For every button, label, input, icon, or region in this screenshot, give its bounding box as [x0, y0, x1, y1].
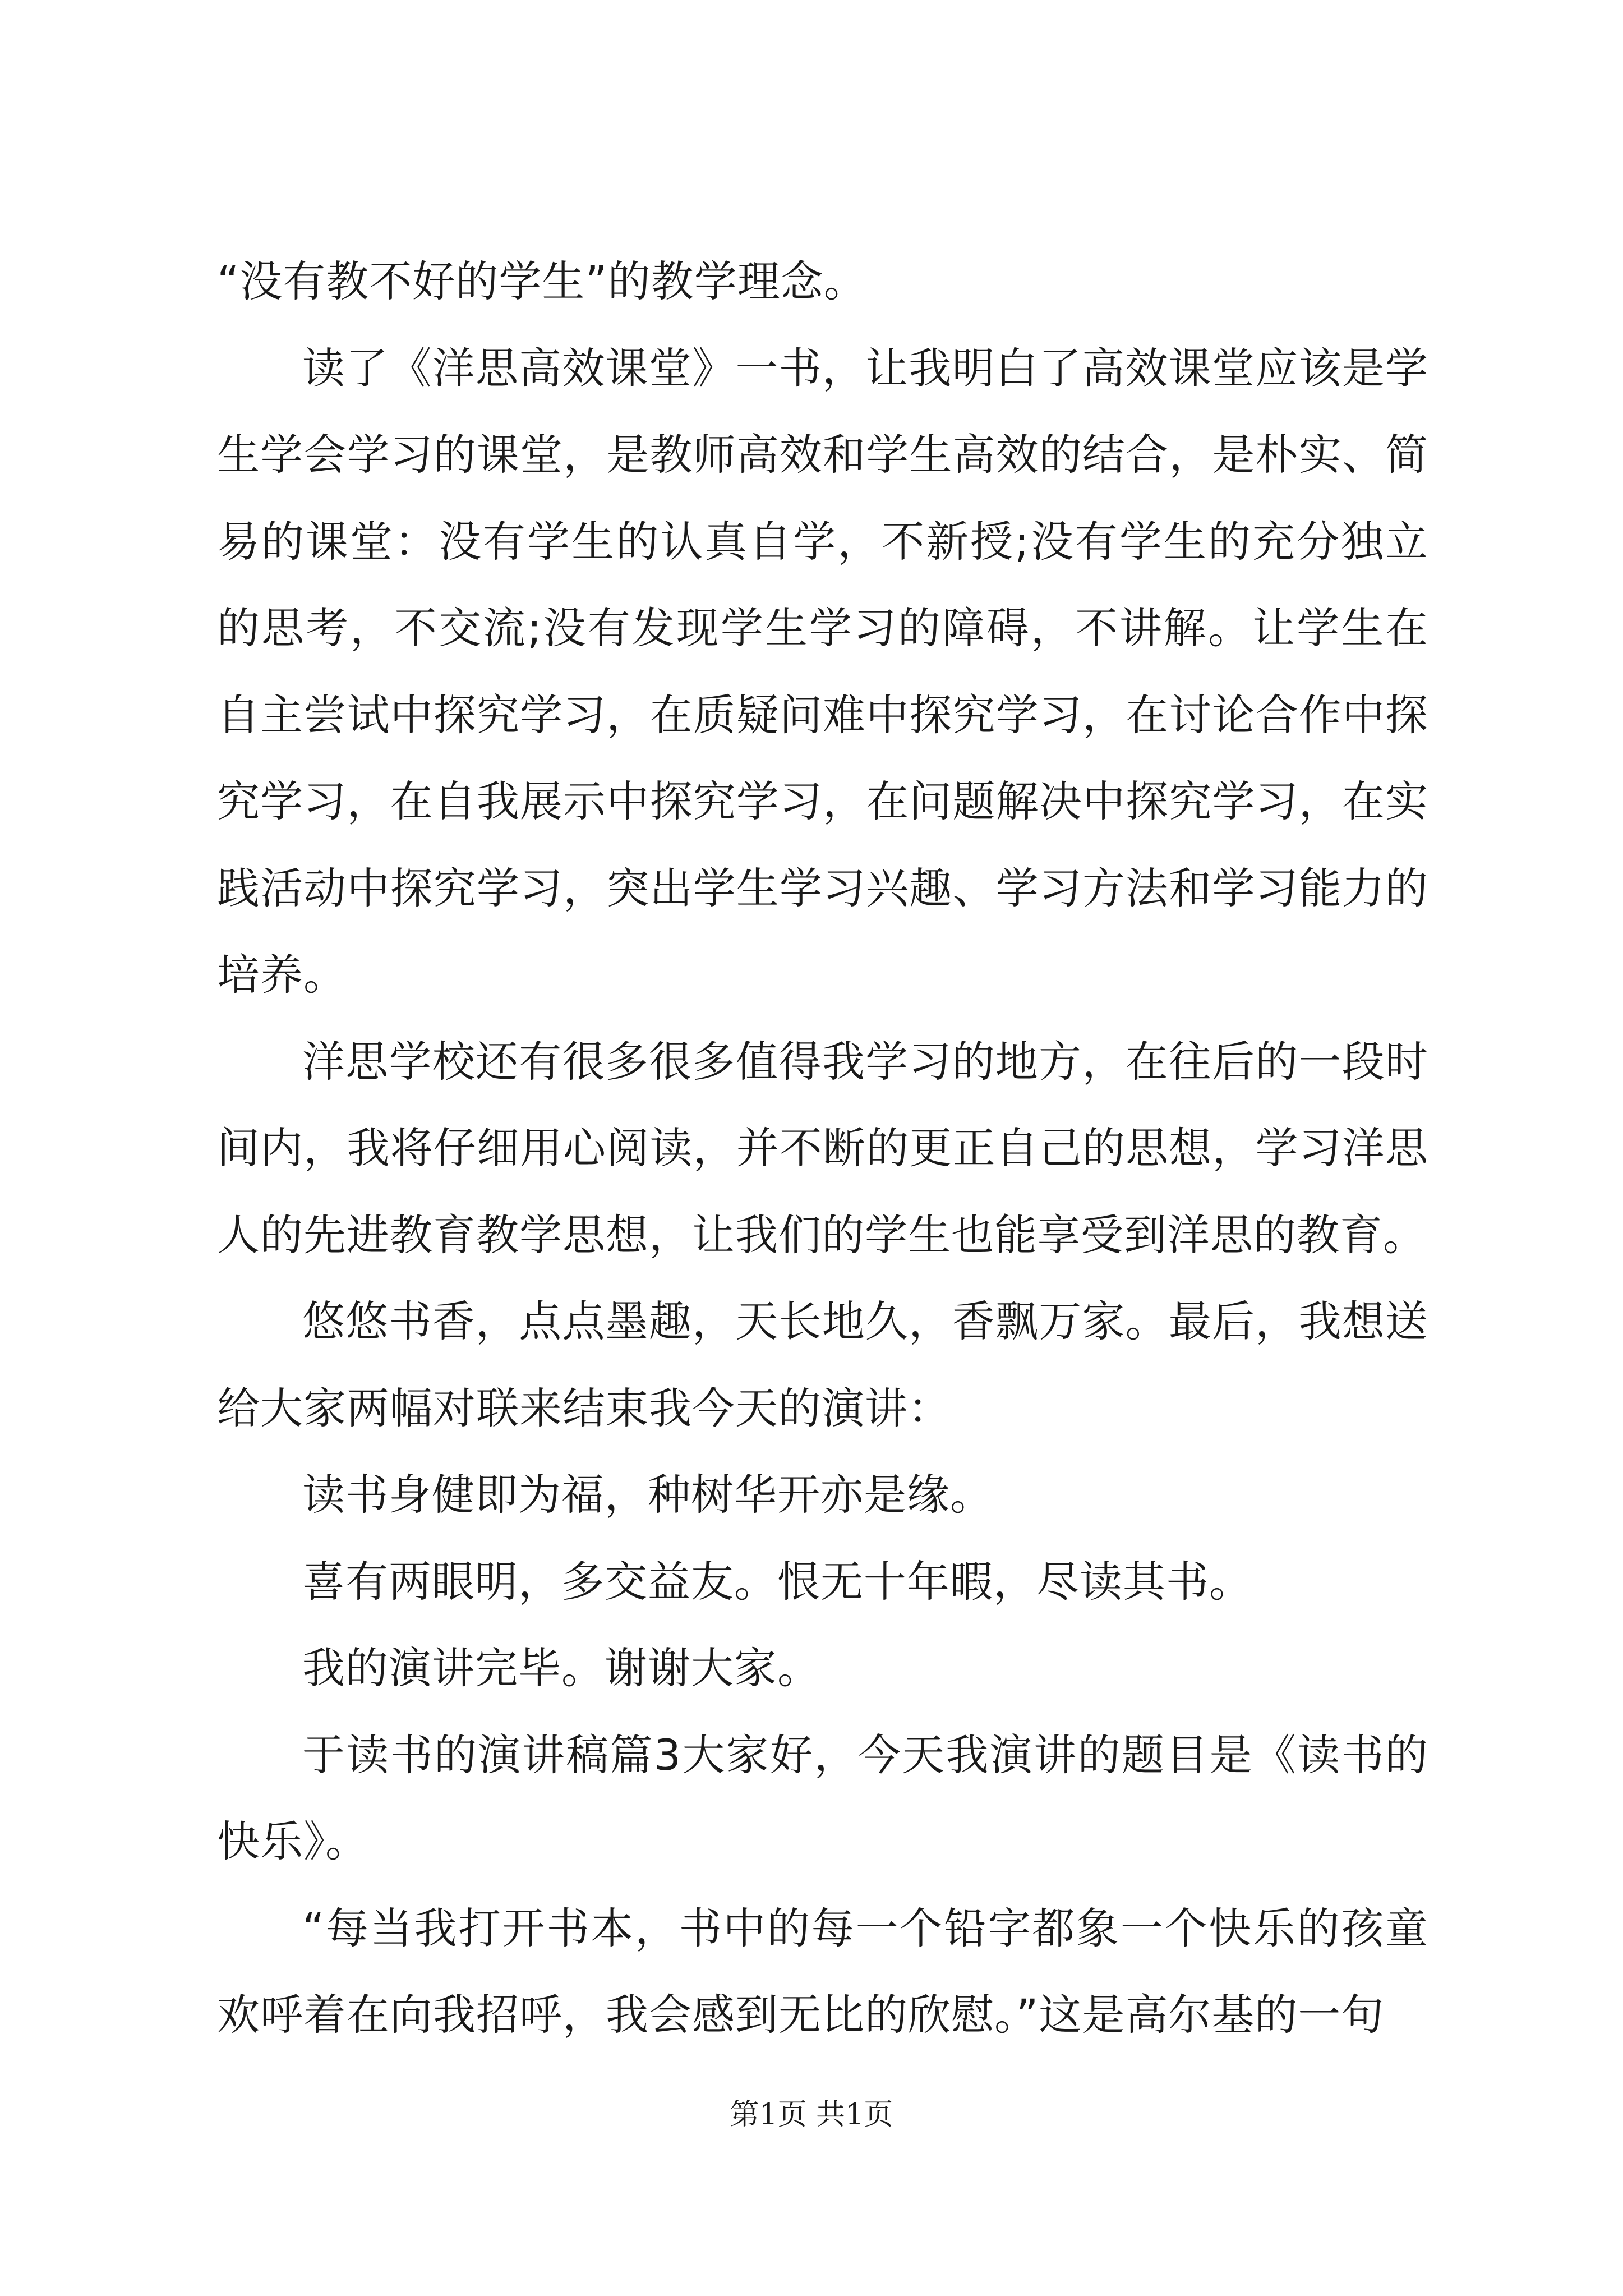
paragraph-3: 洋思学校还有很多很多值得我学习的地方，在往后的一段时间内，我将仔细用心阅读，并不断的更正自己的思想，学习洋思人的先进教育教学思想，让我们的学生也能享受到洋思的教育。	[217, 1036, 1428, 1260]
paragraph-2: 读了《洋思高效课堂》一书，让我明白了高效课堂应该是学生学会学习的课堂，是教师高效和学生高效的结合，是朴实、简易的课堂：没有学生的认真自学，不新授;没有学生的充分独立的思考，不交流;没有发现学生学习的障碍，不讲解。让学生在自主尝试中探究学习，在质疑问难中探究学习，在讨论合作中探究学习，在自我展示中探究学习，在问题解决中探究学习，在实践活动中探究学习，突出学生学习兴趣、学习方法和学习能力的培养。	[217, 343, 1428, 1000]
paragraph-8: 于读书的演讲稿篇3大家好，今天我演讲的题目是《读书的快乐》。	[217, 1729, 1428, 1866]
paragraph-6: 喜有两眼明，多交益友。恨无十年暇，尽读其书。	[302, 1556, 1252, 1607]
paragraph-7: 我的演讲完毕。谢谢大家。	[302, 1643, 820, 1693]
paragraph-1: “没有教不好的学生”的教学理念。	[217, 256, 867, 306]
page-footer: 第1页 共1页	[730, 2098, 893, 2132]
paragraph-4: 悠悠书香，点点墨趣，天长地久，香飘万家。最后，我想送给大家两幅对联来结束我今天的演讲：	[217, 1296, 1428, 1433]
paragraph-9: “每当我打开书本，书中的每一个铅字都象一个快乐的孩童欢呼着在向我招呼，我会感到无比的欣慰。”这是高尔基的一句	[217, 1903, 1428, 2040]
paragraph-5: 读书身健即为福，种树华开亦是缘。	[302, 1470, 993, 1520]
document-body	[217, 238, 1428, 2059]
